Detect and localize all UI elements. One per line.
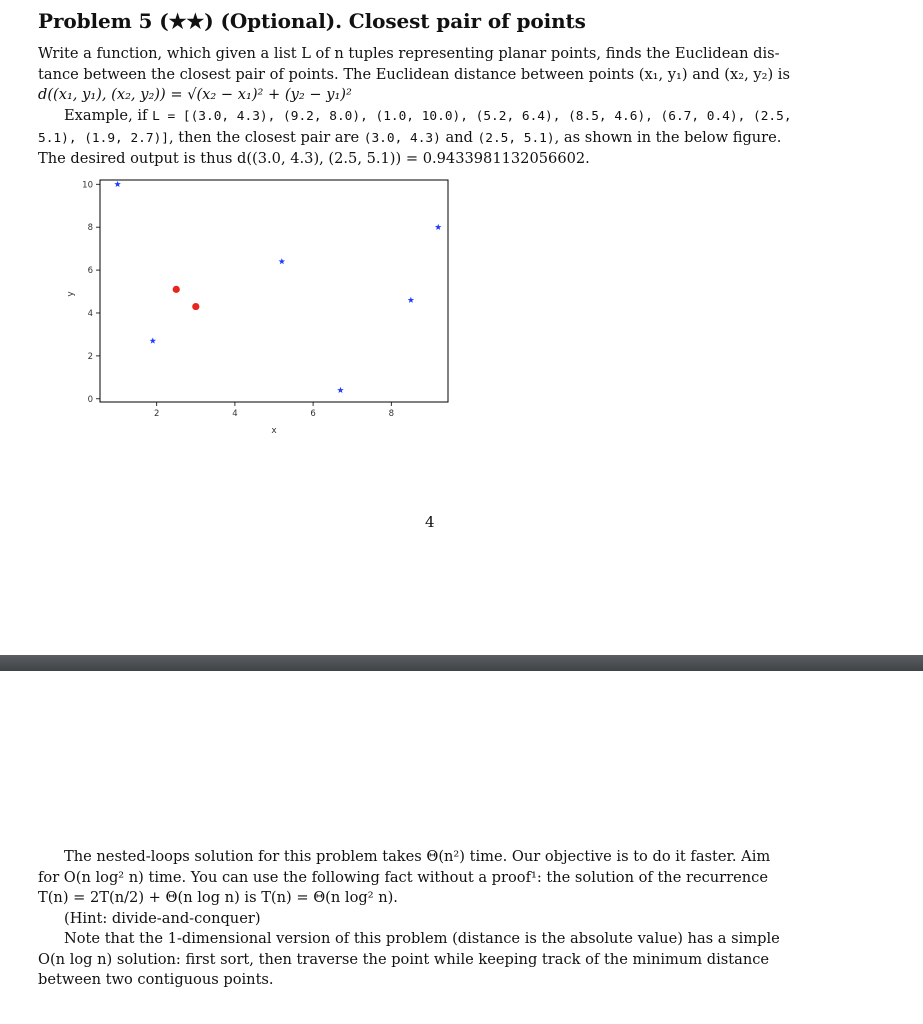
plot-area-frame (100, 180, 448, 402)
problem-statement (38, 44, 790, 106)
statement-line-1: Write a function, which given a list L of n tuples representing planar points, finds the Euclidean dis- (38, 45, 780, 62)
data-point-star (150, 337, 156, 343)
y-tick-label: 0 (87, 394, 93, 405)
x-tick-label: 2 (153, 409, 160, 419)
scatter-plot (55, 176, 465, 441)
continuation-line-2: for O(n log² n) time. You can use the following fact without a proof¹: the solution of the recurrence (38, 868, 768, 886)
continuation-line-1: The nested-loops solution for this problem takes Θ(n²) time. Our objective is to do it faster. Aim (64, 848, 771, 865)
data-point-star (279, 258, 285, 264)
statement-line-2: tance between the closest pair of points. The Euclidean distance between points (x₁, y₁) and (x₂, y₂) is (38, 65, 790, 83)
y-tick-label: 8 (87, 223, 93, 234)
example-paragraph (38, 106, 792, 170)
continuation-line-7: between two contiguous points. (38, 971, 274, 988)
continuation-paragraph (38, 847, 780, 991)
example-mid-text: , then the closest pair are (168, 128, 360, 146)
recurrence-line: T(n) = 2T(n/2) + Θ(n log n) is T(n) = Θ(n log² n). (38, 889, 398, 906)
x-axis-label: x (271, 426, 277, 436)
page-number: 4 (425, 513, 435, 531)
page-lower (0, 671, 923, 1024)
closest-point-1: (3.0, 4.3) (363, 130, 441, 146)
example-suffix: , as shown in the below figure. (554, 128, 782, 146)
hint-line: (Hint: divide-and-conquer) (64, 909, 261, 927)
x-tick-label: 8 (388, 409, 395, 419)
data-point-closest-pair (192, 303, 199, 310)
example-and: and (445, 128, 473, 146)
closest-point-2: (2.5, 5.1) (477, 130, 555, 146)
x-tick-label: 6 (310, 409, 316, 419)
y-tick-label: 10 (82, 180, 93, 191)
continuation-line-5: Note that the 1-dimensional version of this problem (distance is the absolute value) has a simple (64, 930, 780, 947)
distance-formula: d((x₁, y₁), (x₂, y₂)) = √(x₂ − x₁)² + (y₂ − y₁)² (38, 86, 352, 103)
page-divider (0, 655, 923, 671)
example-list-code: L = [(3.0, 4.3), (9.2, 8.0), (1.0, 10.0), (5.2, 6.4), (8.5, 4.6), (6.7, 0.4), (2.5, (152, 109, 792, 124)
y-tick-label: 6 (87, 266, 93, 277)
y-axis-label: y (66, 291, 76, 297)
continuation-line-6: O(n log n) solution: first sort, then traverse the point while keeping track of the minimum distance (38, 950, 770, 968)
data-point-star (337, 387, 343, 393)
data-point-star (435, 224, 441, 230)
example-prefix: Example, if (64, 107, 148, 124)
data-point-closest-pair (173, 286, 180, 293)
desired-output-line: The desired output is thus d((3.0, 4.3), (2.5, 5.1)) = 0.9433981132056602. (38, 150, 590, 167)
y-tick-label: 2 (87, 351, 93, 362)
example-list-code-continued: 5.1), (1.9, 2.7)] (38, 130, 169, 146)
y-tick-label: 4 (87, 308, 93, 319)
data-point-star (408, 297, 414, 303)
problem-title: Problem 5 (★★) (Optional). Closest pair of points (38, 9, 586, 33)
data-point-star (114, 181, 120, 187)
x-tick-label: 4 (232, 409, 238, 419)
